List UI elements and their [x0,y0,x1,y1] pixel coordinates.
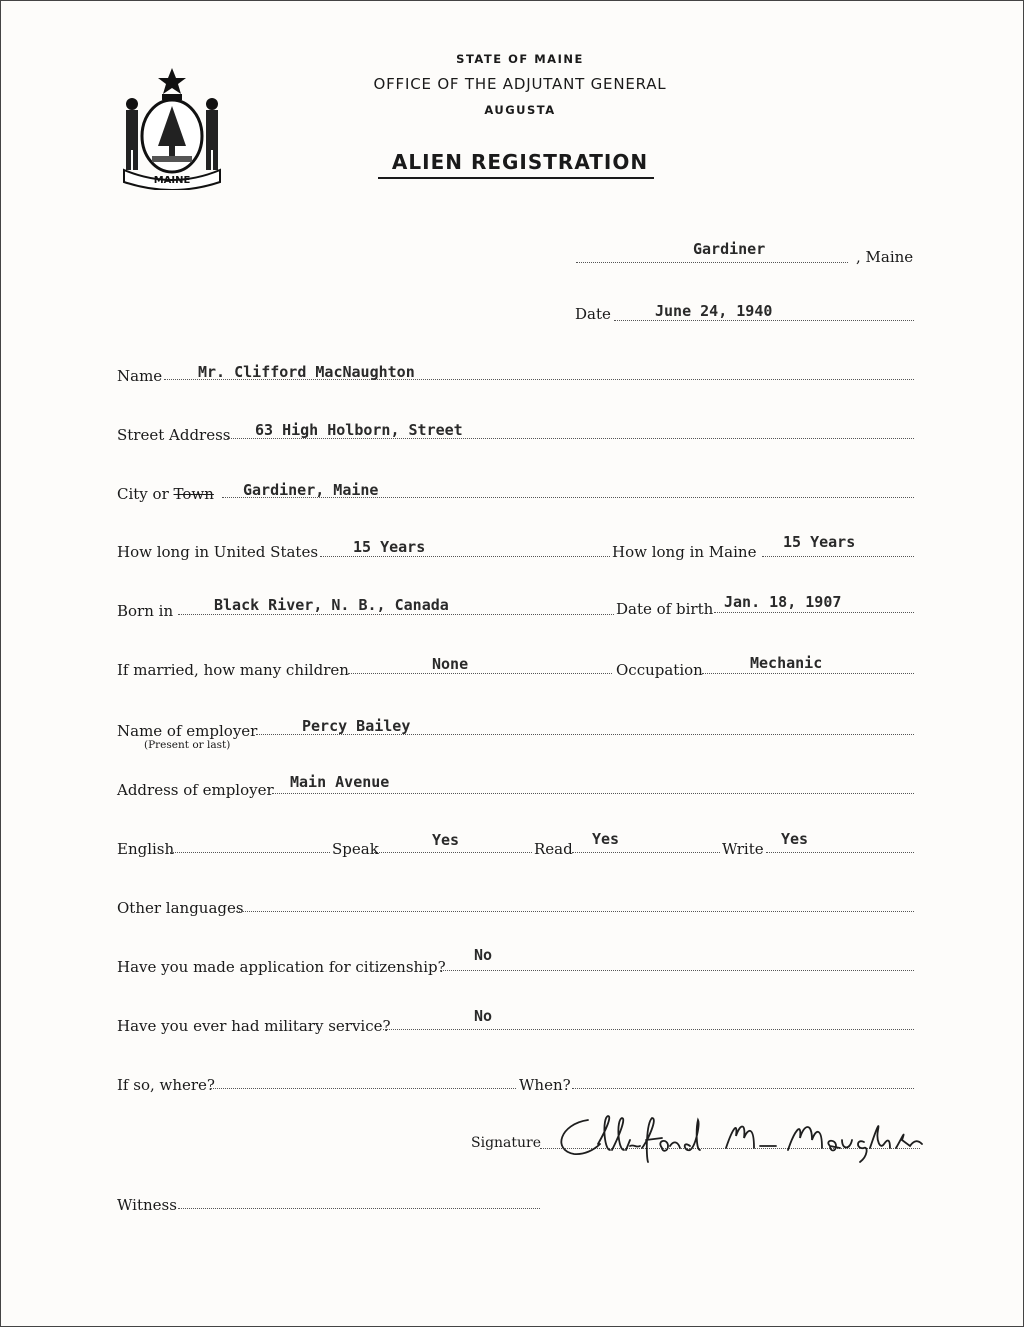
employer-address-line [272,793,914,794]
children-label: If married, how many children [117,661,349,679]
handwritten-signature [550,1110,930,1166]
occupation-label: Occupation [616,661,703,679]
us-duration-value[interactable]: 15 Years [353,538,426,556]
dob-line [714,612,914,613]
city-value[interactable]: Gardiner, Maine [243,481,379,499]
speak-line [374,852,532,853]
name-label: Name [117,367,163,385]
when-label: When? [519,1076,571,1094]
children-value[interactable]: None [432,655,469,673]
us-duration-line [320,556,610,557]
read-label: Read [534,840,573,858]
header-office: OFFICE OF THE ADJUTANT GENERAL [373,75,667,93]
employer-sublabel: (Present or last) [144,739,231,751]
speak-value[interactable]: Yes [432,831,460,849]
born-value[interactable]: Black River, N. B., Canada [214,596,449,614]
speak-label: Speak [332,840,379,858]
date-value[interactable]: June 24, 1940 [655,302,773,320]
witness-line [178,1208,540,1209]
occupation-value[interactable]: Mechanic [750,654,823,672]
dob-value[interactable]: Jan. 18, 1907 [724,593,842,611]
maine-duration-label: How long in Maine [612,543,757,561]
maine-duration-line [762,556,914,557]
date-line [614,320,914,321]
read-line [572,852,720,853]
military-label: Have you ever had military service? [117,1017,391,1035]
city-label [117,485,214,503]
other-languages-line [236,911,914,912]
location-suffix: , Maine [856,248,914,266]
where-line [210,1088,516,1089]
witness-label: Witness [117,1196,177,1214]
employer-value[interactable]: Percy Bailey [302,717,411,735]
title-underline [378,177,654,179]
children-line [348,673,612,674]
read-value[interactable]: Yes [592,830,620,848]
city-label-struck: Town [173,485,214,503]
street-value[interactable]: 63 High Holborn, Street [255,421,463,439]
location-value[interactable]: Gardiner [693,240,766,258]
write-label: Write [722,840,764,858]
citizenship-line [440,970,914,971]
form-title: ALIEN REGISTRATION [391,150,649,174]
born-line [178,614,614,615]
when-line [572,1088,914,1089]
citizenship-value[interactable]: No [474,946,493,964]
english-line [170,852,330,853]
employer-address-label: Address of employer [117,781,274,799]
dob-label: Date of birth [616,600,714,618]
name-value[interactable]: Mr. Clifford MacNaughton [198,363,415,381]
military-value[interactable]: No [474,1007,493,1025]
other-languages-label: Other languages [117,899,244,917]
write-value[interactable]: Yes [781,830,809,848]
military-line [383,1029,914,1030]
employer-label: Name of employer [117,722,258,740]
where-label: If so, where? [117,1076,215,1094]
write-line [766,852,914,853]
header-state: STATE OF MAINE [456,52,584,66]
us-duration-label: How long in United States [117,543,319,561]
signature-label: Signature [471,1135,542,1151]
date-label: Date [575,305,611,323]
english-label: English [117,840,175,858]
citizenship-label: Have you made application for citizenship? [117,958,446,976]
born-label: Born in [117,602,174,620]
maine-state-seal [116,66,228,190]
street-label: Street Address [117,426,231,444]
employer-address-value[interactable]: Main Avenue [290,773,390,791]
seal-banner-text: MAINE [153,175,191,186]
location-line [576,262,848,263]
city-label-prefix: City or [117,485,169,503]
occupation-line [702,673,914,674]
maine-duration-value[interactable]: 15 Years [783,533,856,551]
header-city: AUGUSTA [484,103,556,117]
